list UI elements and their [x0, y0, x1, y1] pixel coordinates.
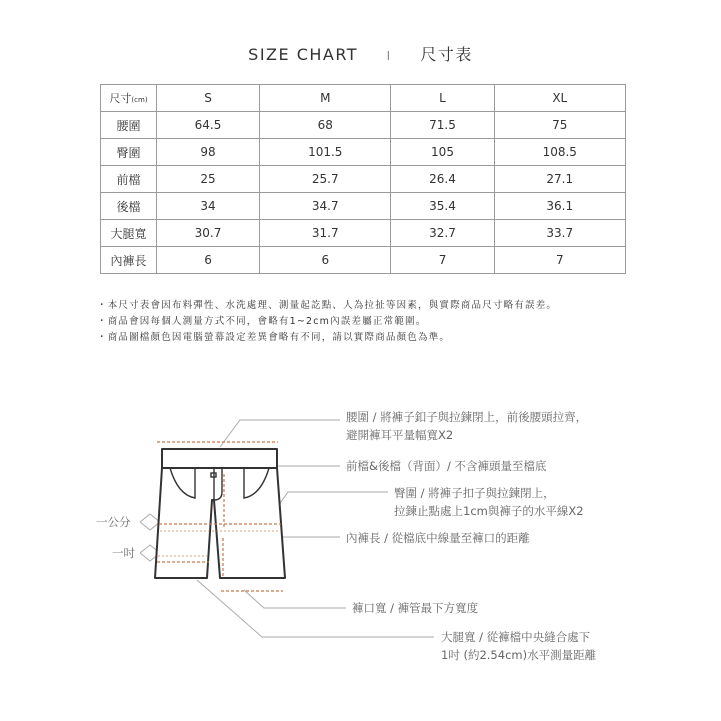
col-m: M	[260, 85, 391, 112]
cell: 75	[494, 112, 625, 139]
row-label: 內褲長	[101, 247, 157, 274]
cell: 26.4	[391, 166, 494, 193]
row-label: 後檔	[101, 193, 157, 220]
row-label: 臀圍	[101, 139, 157, 166]
cell: 34	[157, 193, 260, 220]
corner-header: 尺寸(cm)	[101, 85, 157, 112]
cell: 30.7	[157, 220, 260, 247]
table-row	[101, 247, 626, 274]
cell: 101.5	[260, 139, 391, 166]
hem-label: 褲口寬 / 褲管最下方寬度	[352, 601, 479, 615]
waist-leader-line	[220, 420, 340, 447]
table-row	[101, 166, 626, 193]
cell: 7	[494, 247, 625, 274]
title-zh: 尺寸表	[420, 45, 473, 64]
note-item: ・商品會因每個人測量方式不同，會略有1~2cm內誤差屬正常範圍。	[97, 316, 427, 327]
cell: 25	[157, 166, 260, 193]
cell: 7	[391, 247, 494, 274]
waist-label: 腰圍 / 將褲子釦子與拉鍊閉上，前後腰頭拉齊， 避開褲耳平量幅寬X2	[346, 410, 588, 442]
col-xl: XL	[494, 85, 625, 112]
waistband	[162, 449, 277, 468]
cell: 98	[157, 139, 260, 166]
cell: 36.1	[494, 193, 625, 220]
cell: 64.5	[157, 112, 260, 139]
title-en: SIZE CHART	[248, 45, 359, 64]
cell: 25.7	[260, 166, 391, 193]
row-label: 大腿寬	[101, 220, 157, 247]
table-row	[101, 220, 626, 247]
cell: 6	[157, 247, 260, 274]
cell: 71.5	[391, 112, 494, 139]
col-l: L	[391, 85, 494, 112]
col-s: S	[157, 85, 260, 112]
chart-title	[0, 42, 721, 65]
row-label: 腰圍	[101, 112, 157, 139]
cell: 35.4	[391, 193, 494, 220]
hip-leader-line	[268, 492, 388, 520]
row-label: 前檔	[101, 166, 157, 193]
cell: 32.7	[391, 220, 494, 247]
title-separator: I	[386, 49, 392, 63]
note-item: ・商品圖檔顏色因電腦螢幕設定差異會略有不同，請以實際商品顏色為準。	[97, 332, 451, 343]
table-row	[101, 112, 626, 139]
note-item: ・本尺寸表會因布料彈性、水洗處理、測量起訖點、人為拉扯等因素，與實際商品尺寸略有誤差。	[97, 300, 558, 311]
rise-label: 前檔&後檔（背面）/ 不含褲頭量至檔底	[346, 459, 547, 473]
hem-leader-line	[244, 590, 346, 608]
cell: 33.7	[494, 220, 625, 247]
table-header-row	[101, 85, 626, 112]
one-cm-label: 一公分	[96, 515, 131, 529]
cell: 68	[260, 112, 391, 139]
inseam-label: 內褲長 / 從檔底中線量至褲口的距離	[346, 531, 530, 545]
cell: 27.1	[494, 166, 625, 193]
table-row	[101, 139, 626, 166]
thigh-label: 大腿寬 / 從褲檔中央縫合處下 1吋 (約2.54cm)水平測量距離	[441, 630, 597, 662]
one-cm-bracket	[140, 514, 160, 530]
hip-label: 臀圍 / 將褲子扣子與拉鍊閉上， 拉鍊止點處上1cm與褲子的水平線X2	[394, 486, 584, 518]
one-inch-label: 一吋	[112, 546, 135, 560]
size-table	[100, 84, 626, 274]
cell: 105	[391, 139, 494, 166]
table-row	[101, 193, 626, 220]
cell: 108.5	[494, 139, 625, 166]
cell: 34.7	[260, 193, 391, 220]
notes	[97, 298, 557, 346]
cell: 6	[260, 247, 391, 274]
cell: 31.7	[260, 220, 391, 247]
